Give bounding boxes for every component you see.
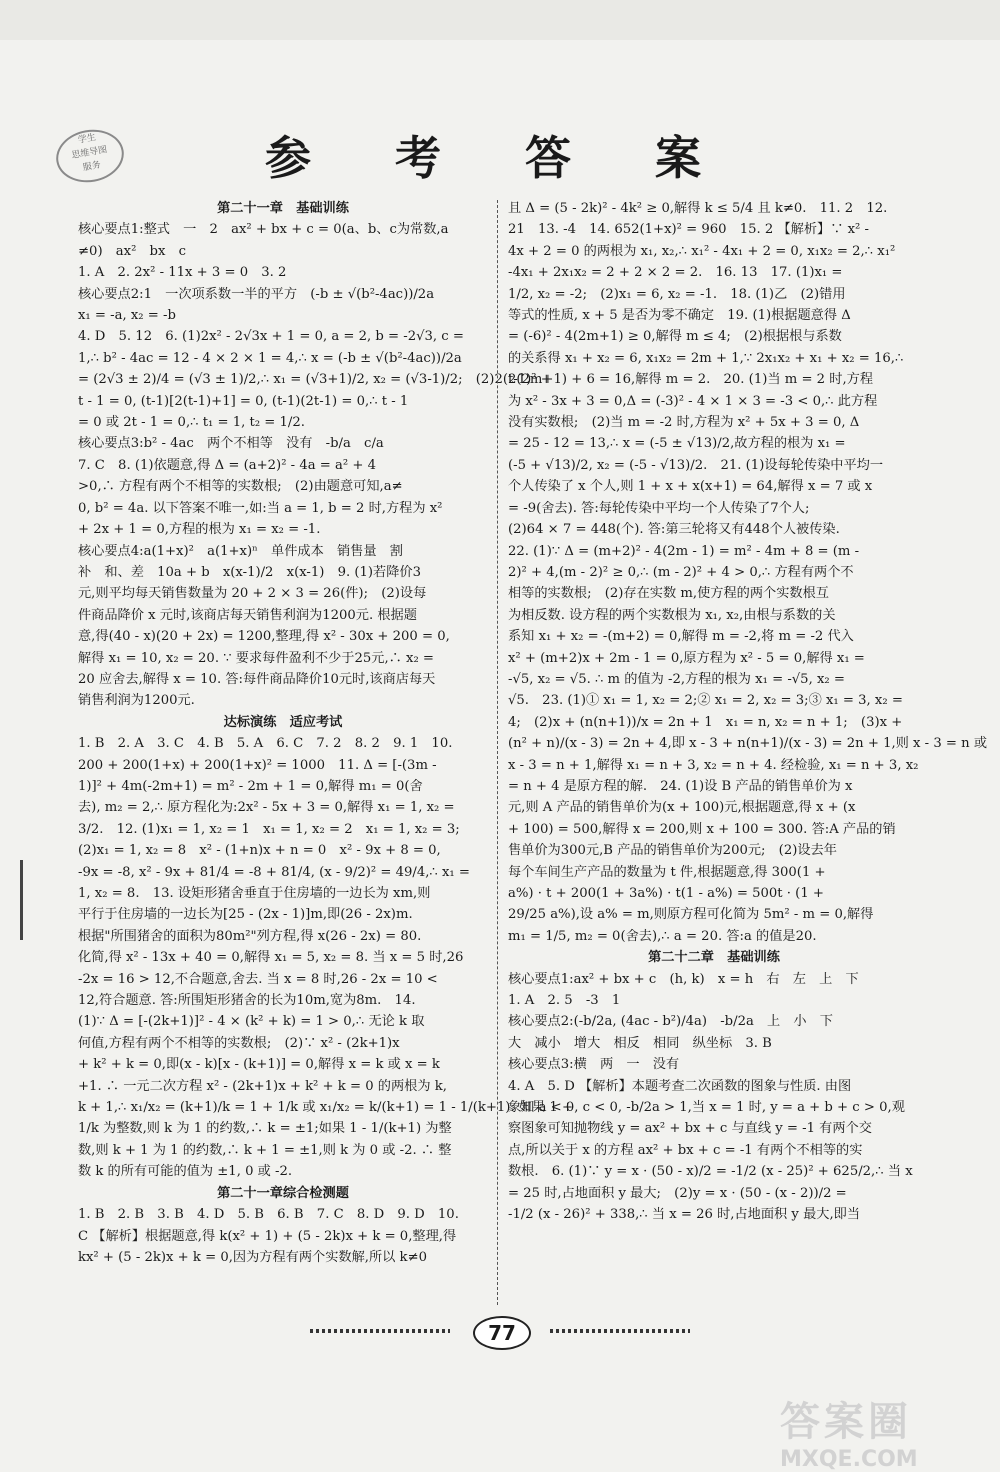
answer-line: -4x₁ + 2x₁x₂ = 2 + 2 × 2 = 2. 16. 13 17. (1)x₁ =: [508, 265, 843, 281]
answer-line: 核心要点1:ax² + bx + c (h, k) x = h 右 左 上 下: [508, 971, 859, 987]
answer-line: (2)64 × 7 = 448(个). 答:第三轮将又有448个人被传染.: [508, 522, 840, 538]
section-heading: 第二十二章 基础训练: [648, 950, 780, 966]
answer-line: t - 1 = 0, (t-1)[2(t-1)+1] = 0, (t-1)(2t-1) = 0,∴ t - 1: [78, 393, 409, 409]
answer-line: 根据"所围猪舍的面积为80m²"列方程,得 x(26 - 2x) = 80.: [78, 928, 422, 944]
answer-line: = 0 或 2t - 1 = 0,∴ t₁ = 1, t₂ = 1/2.: [78, 415, 305, 431]
answer-line: 核心要点3:b² - 4ac 两个不相等 没有 -b/a c/a: [78, 436, 384, 452]
answer-line: 等式的性质, x + 5 是否为零不确定 19. (1)根据题意得 Δ: [508, 308, 851, 324]
top-band: [0, 0, 1000, 40]
answer-line: 2(2m+1) + 6 = 16,解得 m = 2. 20. (1)当 m = 2 时,方程: [508, 372, 874, 388]
answer-line: 个人传染了 x 个人,则 1 + x + x(x+1) = 64,解得 x = 7 或 x: [508, 479, 873, 495]
answer-line: 平行于住房墙的一边长为[25 - (2x - 1)]m,即(26 - 2x)m.: [78, 907, 413, 923]
answer-line: 为 x² - 3x + 3 = 0,Δ = (-3)² - 4 × 1 × 3 = -3 < 0,∴ 此方程: [508, 393, 878, 409]
answer-line: 2)² + 4,(m - 2)² ≥ 0,∴ (m - 2)² + 4 > 0,∴ 方程有两个不: [508, 564, 854, 580]
answer-line: 22. (1)∵ Δ = (m+2)² - 4(2m - 1) = m² - 4m + 8 = (m -: [508, 543, 860, 559]
answer-line: 1/2, x₂ = -2; (2)x₁ = 6, x₂ = -1. 18. (1)乙 (2)错用: [508, 286, 846, 302]
answer-line: 3/2. 12. (1)x₁ = 1, x₂ = 1 x₁ = 1, x₂ = 2 x₁ = 1, x₂ = 3;: [78, 821, 460, 837]
answer-line: 1, x₂ = 8. 13. 设矩形猪舍垂直于住房墙的一边长为 xm,则: [78, 886, 431, 901]
answer-line: x - 3 = n + 1,解得 x₁ = n + 3, x₂ = n + 4. 经检验, x₁ = n + 3, x₂: [508, 757, 919, 773]
answer-line: 21 13. -4 14. 652(1+x)² = 960 15. 2 【解析】∵ x² -: [508, 222, 869, 238]
answer-line: a%) · t + 200(1 + 3a%) · t(1 - a%) = 500t · (1 +: [508, 886, 824, 901]
section-heading: 达标演练 适应考试: [223, 714, 343, 730]
section-heading: 第二十一章综合检测题: [217, 1185, 349, 1201]
answer-line: = (-6)² - 4(2m+1) ≥ 0,解得 m ≤ 4; (2)根据根与系数: [508, 329, 842, 345]
footer-ornament-right: [550, 1329, 690, 1333]
answer-line: 1)]² + 4m(-2m+1) = m² - 2m + 1 = 0,解得 m₁ = 0(舍: [78, 778, 423, 794]
answer-line: 4. A 5. D 【解析】本题考查二次函数的图象与性质. 由图: [508, 1078, 852, 1094]
answer-line: 数根. 6. (1)∵ y = x · (50 - x)/2 = -1/2 (x - 25)² + 625/2,∴ 当 x: [508, 1164, 913, 1180]
stamp-line: 学生: [77, 132, 97, 146]
stamp-line: 思维导图: [70, 144, 109, 162]
answer-line: 核心要点4:a(1+x)² a(1+x)ⁿ 单件成本 销售量 割: [78, 543, 403, 559]
answer-line: 1. B 2. A 3. C 4. B 5. A 6. C 7. 2 8. 2 9. 1 10.: [78, 736, 453, 752]
answer-line: 4. D 5. 12 6. (1)2x² - 2√3x + 1 = 0, a = 2, b = -2√3, c =: [78, 329, 464, 345]
answer-line: 核心要点3:横 两 一 没有: [508, 1057, 680, 1073]
answer-line: C 【解析】根据题意,得 k(x² + 1) + (5 - 2k)x + k = 0,整理,得: [78, 1228, 457, 1244]
answer-line: 核心要点2:(-b/2a, (4ac - b²)/4a) -b/2a 上 小 下: [508, 1014, 833, 1030]
answer-line: + k² + k = 0,即(x - k)[x - (k+1)] = 0,解得 x = k 或 x = k: [78, 1057, 440, 1073]
answer-line: = 25 - 12 = 13,∴ x = (-5 ± √13)/2,故方程的根为 x₁ =: [508, 436, 846, 452]
answer-line: 29/25 a%),设 a% = m,则原方程可化简为 5m² - m = 0,解得: [508, 907, 874, 923]
answer-line: 且 Δ = (5 - 2k)² - 4k² ≥ 0,解得 k ≤ 5/4 且 k≠0. 11. 2 12.: [508, 201, 888, 216]
answer-line: + 100) = 500,解得 x = 200,则 x + 100 = 300. 答:A 产品的销: [508, 821, 896, 837]
answer-line: 大 减小 增大 相反 相同 纵坐标 3. B: [508, 1035, 772, 1051]
answer-line: 7. C 8. (1)依题意,得 Δ = (a+2)² - 4a = a² + 4: [78, 457, 376, 473]
answer-line: 象知 a < 0, c < 0, -b/2a > 1,当 x = 1 时, y = a + b + c > 0,观: [508, 1100, 905, 1116]
answer-line: 相等的实数根; (2)存在实数 m,使方程的两个实数根互: [508, 586, 829, 602]
answer-line: k + 1,∴ x₁/x₂ = (k+1)/k = 1 + 1/k 或 x₁/x₂ = k/(k+1) = 1 - 1/(k+1). 如果 1 +: [78, 1100, 574, 1116]
answer-line: 4; (2)x + (n(n+1))/x = 2n + 1 x₁ = n, x₂ = n + 1; (3)x +: [508, 714, 903, 730]
page-number: 77: [473, 1316, 531, 1350]
answer-line: = -9(舍去). 答:每轮传染中平均一个人传染了7个人;: [508, 500, 810, 516]
answer-line: (n² + n)/(x - 3) = 2n + 4,即 x - 3 + n(n+1)/(x - 3) = 2n + 1,则 x - 3 = n 或: [508, 736, 988, 752]
answer-line: 1. A 2. 5 -3 1: [508, 993, 621, 1009]
answer-line: 没有实数根; (2)当 m = -2 时,方程为 x² + 5x + 3 = 0, Δ: [508, 415, 860, 431]
answer-line: +1. ∴ 一元二次方程 x² - (2k+1)x + k² + k = 0 的两根为 k,: [78, 1078, 447, 1094]
answer-line: 数,则 k + 1 为 1 的约数,∴ k + 1 = ±1,则 k 为 0 或 -2. ∴ 整: [78, 1142, 452, 1158]
answer-line: -1/2 (x - 26)² + 338,∴ 当 x = 26 时,占地面积 y 最大,即当: [508, 1207, 861, 1223]
answer-line: 销售利润为1200元.: [78, 693, 195, 709]
answer-line: 12,符合题意. 答:所围矩形猪舍的长为10m,宽为8m. 14.: [78, 993, 416, 1009]
answer-line: -9x = -8, x² - 9x + 81/4 = -8 + 81/4, (x - 9/2)² = 49/4,∴ x₁ =: [78, 864, 470, 880]
stamp-line: 服务: [82, 160, 102, 174]
answer-line: 察图象可知抛物线 y = ax² + bx + c 与直线 y = -1 有两个交: [508, 1121, 872, 1137]
answer-line: ≠0) ax² bx c: [78, 243, 186, 259]
answer-line: 化简,得 x² - 13x + 40 = 0,解得 x₁ = 5, x₂ = 8. 当 x = 5 时,26: [78, 950, 464, 966]
answer-line: 0, b² = 4a. 以下答案不唯一,如:当 a = 1, b = 2 时,方程为 x²: [78, 500, 443, 516]
answer-line: m₁ = 1/5, m₂ = 0(舍去),∴ a = 20. 答:a 的值是20.: [508, 928, 817, 944]
answer-line: kx² + (5 - 2k)x + k = 0,因为方程有两个实数解,所以 k≠0: [78, 1249, 427, 1265]
answer-line: 20 应舍去,解得 x = 10. 答:每件商品降价10元时,该商店每天: [78, 671, 436, 687]
answer-line: 元,则 A 产品的销售单价为(x + 100)元,根据题意,得 x + (x: [508, 800, 856, 816]
answer-line: 件商品降价 x 元时,该商店每天销售利润为1200元. 根据题: [78, 607, 417, 623]
answer-line: = 25 时,占地面积 y 最大; (2)y = x · (50 - (x - 2))/2 =: [508, 1185, 847, 1201]
answer-line: 为相反数. 设方程的两个实数根为 x₁, x₂,由根与系数的关: [508, 607, 836, 623]
answer-line: 4x + 2 = 0 的两根为 x₁, x₂,∴ x₁² - 4x₁ + 2 = 0, x₁x₂ = 2,∴ x₁²: [508, 243, 896, 259]
watermark: [780, 1390, 980, 1472]
answer-line: 1. B 2. B 3. B 4. D 5. B 6. B 7. C 8. D 9. D 10.: [78, 1207, 459, 1223]
page-title: 参 考 答 案: [264, 131, 736, 185]
right-answer-column: [508, 198, 988, 1308]
answer-line: 每个车间生产产品的数量为 t 件,根据题意,得 300(1 +: [508, 864, 826, 880]
answer-line: x² + (m+2)x + 2m - 1 = 0,原方程为 x² - 5 = 0,解得 x₁ =: [508, 650, 865, 666]
answer-line: 的关系得 x₁ + x₂ = 6, x₁x₂ = 2m + 1,∵ 2x₁x₂ + x₁ + x₂ = 16,∴: [508, 350, 904, 366]
answer-line: 补 和、差 10a + b x(x-1)/2 x(x-1) 9. (1)若降价3: [78, 564, 422, 580]
answer-line: -√5, x₂ = √5. ∴ m 的值为 -2,方程的根为 x₁ = -√5, x₂ =: [508, 671, 845, 687]
answer-line: 核心要点2:1 一次项系数一半的平方 (-b ± √(b²-4ac))/2a: [78, 286, 435, 302]
answer-line: (1)∵ Δ = [-(2k+1)]² - 4 × (k² + k) = 1 > 0,∴ 无论 k 取: [78, 1014, 425, 1030]
answer-line: 何值,方程有两个不相等的实数根; (2)∵ x² - (2k+1)x: [78, 1035, 400, 1051]
answer-line: 解得 x₁ = 10, x₂ = 20. ∵ 要求每件盈利不少于25元,∴ x₂ =: [78, 650, 434, 666]
answer-line: 点,所以关于 x 的方程 ax² + bx + c = -1 有两个不相等的实: [508, 1142, 863, 1158]
answer-line: 去), m₂ = 2,∴ 原方程化为:2x² - 5x + 3 = 0,解得 x₁ = 1, x₂ =: [78, 800, 455, 816]
answer-line: 1. A 2. 2x² - 11x + 3 = 0 3. 2: [78, 265, 287, 281]
answer-line: = n + 4 是原方程的解. 24. (1)设 B 产品的销售单价为 x: [508, 778, 853, 794]
answer-line: (2)x₁ = 1, x₂ = 8 x² - (1+n)x + n = 0 x² - 9x + 8 = 0,: [78, 843, 441, 859]
answer-line: 售单价为300元,B 产品的销售单价为200元; (2)设去年: [508, 843, 837, 859]
answer-line: 200 + 200(1+x) + 200(1+x)² = 1000 11. Δ = [-(3m -: [78, 757, 437, 773]
footer-ornament-left: [310, 1329, 450, 1333]
answer-line: 1/k 为整数,则 k 为 1 的约数,∴ k = ±1;如果 1 - 1/(k+1) 为整: [78, 1121, 452, 1137]
answer-line: 1,∴ b² - 4ac = 12 - 4 × 2 × 1 = 4,∴ x = (-b ± √(b²-4ac))/2a: [78, 350, 462, 366]
page-footer: [310, 1316, 690, 1346]
answer-line: x₁ = -a, x₂ = -b: [78, 308, 176, 324]
answer-line: (-5 + √13)/2, x₂ = (-5 - √13)/2. 21. (1)设每轮传染中平均一: [508, 457, 884, 473]
answer-line: √5. 23. (1)① x₁ = 1, x₂ = 2;② x₁ = 2, x₂ = 3;③ x₁ = 3, x₂ =: [508, 693, 903, 709]
answer-line: >0,∴ 方程有两个不相等的实数根; (2)由题意可知,a≠: [78, 479, 403, 495]
answer-line: 元,则平均每天销售数量为 20 + 2 × 3 = 26(件); (2)设每: [78, 586, 427, 602]
watermark-url: MXQE.COM: [780, 1447, 918, 1472]
answer-line: 核心要点1:整式 一 2 ax² + bx + c = 0(a、b、c为常数,a: [78, 222, 449, 238]
answer-line: -2x = 16 > 12,不合题意,舍去. 当 x = 8 时,26 - 2x = 10 <: [78, 971, 438, 987]
answer-line: 系知 x₁ + x₂ = -(m+2) = 0,解得 m = -2,将 m = -2 代入: [508, 629, 854, 645]
binding-mark: [20, 860, 23, 940]
watermark-logo: 答案圈: [780, 1399, 912, 1445]
answer-line: 意,得(40 - x)(20 + 2x) = 1200,整理,得 x² - 30x + 200 = 0,: [78, 629, 450, 645]
column-divider: [497, 200, 498, 1305]
section-heading: 第二十一章 基础训练: [217, 201, 349, 216]
answer-line: = (2√3 ± 2)/4 = (√3 ± 1)/2,∴ x₁ = (√3+1)/2, x₂ = (√3-1)/2; (2)2(t-1)² +: [78, 372, 552, 388]
answer-line: 数 k 的所有可能的值为 ±1, 0 或 -2.: [78, 1164, 293, 1180]
answer-line: + 2x + 1 = 0,方程的根为 x₁ = x₂ = -1.: [78, 522, 321, 538]
